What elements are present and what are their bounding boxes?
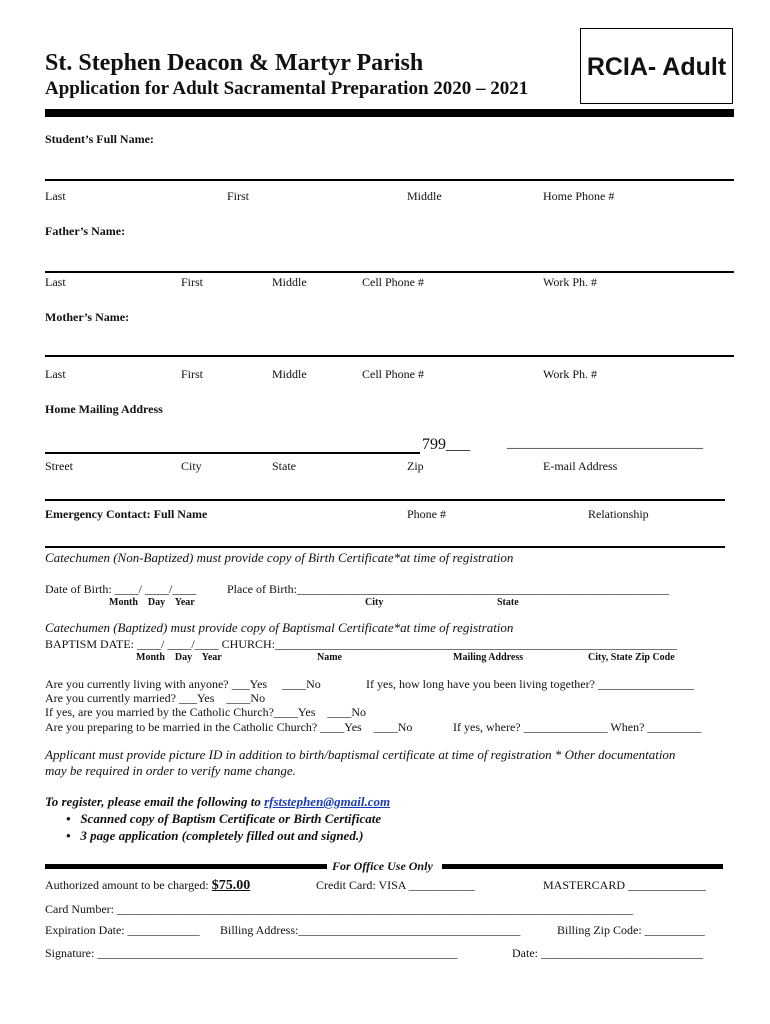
student-middle-label: Middle [407, 189, 442, 203]
id-notice-line-1: Applicant must provide picture ID in addition to birth/baptismal certificate at time of registration * Other documentation [45, 747, 676, 762]
card-number-field[interactable]: Card Number: ______________________________________________________________________________________ [45, 902, 633, 916]
student-heading: Student’s Full Name: [45, 132, 154, 146]
place-of-birth-field[interactable]: Place of Birth:______________________________________________________________ [227, 582, 669, 596]
father-last-label: Last [45, 275, 66, 289]
street-line[interactable] [45, 452, 420, 454]
baptism-date-church-field[interactable]: BAPTISM DATE: ____/ ____/____ CHURCH:___________________________________________________________________ [45, 637, 678, 651]
program-title: Application for Adult Sacramental Preparation 2020 – 2021 [45, 78, 529, 99]
register-intro: To register, please email the following to [45, 794, 265, 809]
parish-name: St. Stephen Deacon & Martyr Parish [45, 50, 424, 76]
zip-field[interactable]: 799___ [422, 436, 470, 453]
father-name-line[interactable] [45, 271, 734, 273]
mother-last-label: Last [45, 367, 66, 381]
city-label: City [181, 459, 202, 473]
date-of-birth-field[interactable]: Date of Birth: ____/ ____/____ [45, 582, 197, 596]
emergency-line-2[interactable] [45, 546, 725, 548]
register-item-1-label: Scanned copy of Baptism Certificate or Birth Certificate [80, 811, 382, 826]
emergency-relationship-label: Relationship [588, 507, 649, 521]
register-item-1 [66, 811, 381, 827]
bullet-icon: • [66, 828, 71, 843]
register-item-2 [66, 828, 363, 844]
street-label: Street [45, 459, 73, 473]
mother-middle-label: Middle [272, 367, 307, 381]
living-together-question[interactable]: Are you currently living with anyone? ___Yes ____No [45, 677, 321, 691]
email-label: E-mail Address [543, 459, 618, 473]
billing-zip-field[interactable]: Billing Zip Code: __________ [557, 923, 705, 937]
student-first-label: First [227, 189, 250, 203]
date-field[interactable]: Date: ___________________________ [512, 946, 703, 960]
bullet-icon: • [66, 811, 71, 826]
zip-label: Zip [407, 459, 424, 473]
student-last-label: Last [45, 189, 66, 203]
credit-card-visa-field[interactable]: Credit Card: VISA ___________ [316, 878, 475, 892]
living-together-duration[interactable]: If yes, how long have you been living together? ________________ [366, 677, 694, 691]
id-notice-line-2: may be required in order to verify name change. [45, 763, 296, 778]
married-question[interactable]: Are you currently married? ___Yes ____No [45, 691, 266, 705]
student-name-line[interactable] [45, 179, 734, 181]
pob-city-label: City [365, 597, 384, 608]
father-middle-label: Middle [272, 275, 307, 289]
mother-work-label: Work Ph. # [543, 367, 598, 381]
office-use-heading: For Office Use Only [332, 859, 433, 873]
rcia-adult-badge: RCIA- Adult [580, 28, 733, 104]
authorized-amount-row [45, 878, 309, 894]
baptized-heading: Catechumen (Baptized) must provide copy of Baptismal Certificate*at time of registration [45, 620, 514, 635]
billing-address-field[interactable]: Billing Address:_____________________________________ [220, 923, 521, 937]
mastercard-field[interactable]: MASTERCARD _____________ [543, 878, 707, 892]
register-instructions [45, 794, 390, 810]
emergency-phone-label: Phone # [407, 507, 446, 521]
non-baptized-heading: Catechumen (Non-Baptized) must provide copy of Birth Certificate*at time of registration [45, 550, 514, 565]
baptism-date-sub-labels: Month Day Year [136, 652, 222, 663]
mother-name-line[interactable] [45, 355, 734, 357]
father-heading: Father’s Name: [45, 224, 126, 238]
church-city-label: City, State Zip Code [588, 652, 675, 663]
emergency-line[interactable] [45, 499, 725, 501]
office-divider-left [45, 864, 327, 869]
catholic-marriage-question[interactable]: If yes, are you married by the Catholic Church?____Yes ____No [45, 705, 367, 719]
dob-sub-labels: Month Day Year [109, 597, 195, 608]
authorized-amount-label: Authorized amount to be charged: [45, 878, 212, 892]
signature-field[interactable]: Signature: ____________________________________________________________ [45, 946, 458, 960]
preparing-marriage-question[interactable]: Are you preparing to be married in the Catholic Church? ____Yes ____No [45, 720, 413, 734]
expiration-date-field[interactable]: Expiration Date: ____________ [45, 923, 200, 937]
pob-state-label: State [497, 597, 519, 608]
authorized-amount-value[interactable]: $75.00 [211, 878, 251, 893]
father-work-label: Work Ph. # [543, 275, 598, 289]
church-mailing-label: Mailing Address [453, 652, 524, 663]
mother-cell-label: Cell Phone # [362, 367, 424, 381]
emergency-name-label: Emergency Contact: Full Name [45, 507, 208, 521]
register-item-2-label: 3 page application (completely filled out and signed.) [80, 828, 364, 843]
email-field[interactable]: ____________________________ [507, 436, 703, 451]
office-divider-right [442, 864, 723, 869]
church-name-label: Name [317, 652, 342, 663]
mother-heading: Mother’s Name: [45, 310, 130, 324]
father-first-label: First [181, 275, 204, 289]
student-home-phone-label: Home Phone # [543, 189, 615, 203]
marriage-where-when[interactable]: If yes, where? ______________ When? _________ [453, 720, 702, 734]
father-cell-label: Cell Phone # [362, 275, 424, 289]
state-label: State [272, 459, 296, 473]
mother-first-label: First [181, 367, 204, 381]
address-heading: Home Mailing Address [45, 402, 163, 416]
register-email-link[interactable]: rfststephen@gmail.com [264, 794, 391, 809]
header-divider [45, 109, 734, 117]
